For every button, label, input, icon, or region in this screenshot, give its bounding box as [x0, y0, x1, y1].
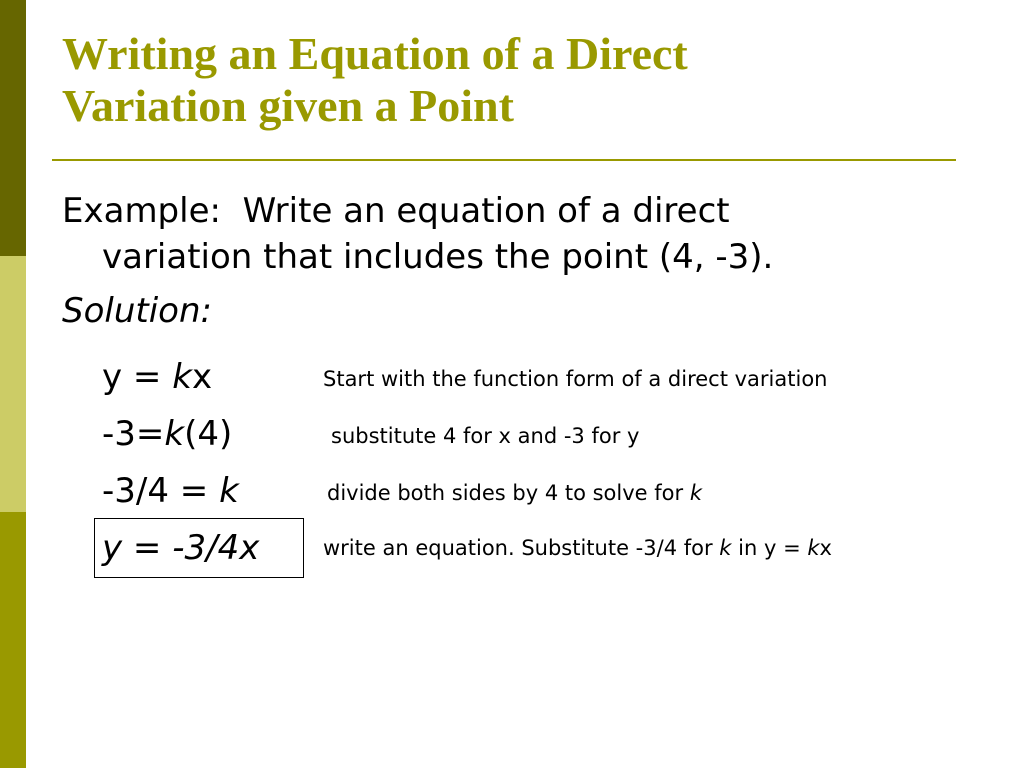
step-4-note-mid: in y = [731, 536, 808, 560]
solution-step-3 [62, 468, 982, 518]
step-4-note-k: k [719, 536, 732, 560]
sidebar-accent-top [0, 0, 26, 256]
final-equation: y = -3/4x [102, 528, 260, 568]
step-3-eq-k: k [219, 471, 239, 511]
solution-step-1 [62, 354, 982, 404]
step-4-note [323, 533, 832, 563]
step-4-note-text: write an equation. Substitute -3/4 for [323, 536, 720, 560]
step-2-note: substitute 4 for x and -3 for y [331, 424, 640, 448]
step-1-eq-right: x [191, 357, 213, 397]
solution-label: Solution: [62, 291, 212, 331]
step-3-note-k: k [689, 481, 702, 505]
step-2-equation [102, 411, 232, 457]
example-label: Example: [62, 191, 221, 231]
step-2-eq-k: k [164, 414, 185, 454]
example-paragraph [62, 188, 982, 280]
sidebar-accent-bottom [0, 512, 26, 768]
slide-title [62, 28, 962, 132]
title-line-1: Writing an Equation of a Direct [62, 28, 688, 79]
solution-step-4 [62, 525, 982, 575]
example-text-line-1: Write an equation of a direct [242, 191, 730, 231]
step-4-note-end: x [819, 536, 832, 560]
slide-body [62, 188, 982, 568]
step-4-note-k2: k [807, 536, 820, 560]
sidebar-accent-middle [0, 256, 26, 512]
solution-step-2 [62, 411, 982, 461]
step-1-eq-left: y = [102, 357, 173, 397]
title-divider [52, 159, 956, 161]
example-text-line-2: variation that includes the point (4, -3). [102, 237, 774, 277]
step-2-eq-right: (4) [184, 414, 233, 454]
step-3-note [327, 478, 702, 508]
step-3-eq-left: -3/4 = [102, 471, 220, 511]
step-3-equation [102, 468, 239, 514]
step-1-equation [102, 354, 212, 400]
title-line-2: Variation given a Point [62, 80, 514, 131]
step-1-eq-k: k [172, 357, 192, 397]
step-1-note: Start with the function form of a direct variation [323, 367, 828, 391]
step-2-eq-left: -3= [102, 414, 165, 454]
step-3-note-text: divide both sides by 4 to solve for [327, 481, 690, 505]
